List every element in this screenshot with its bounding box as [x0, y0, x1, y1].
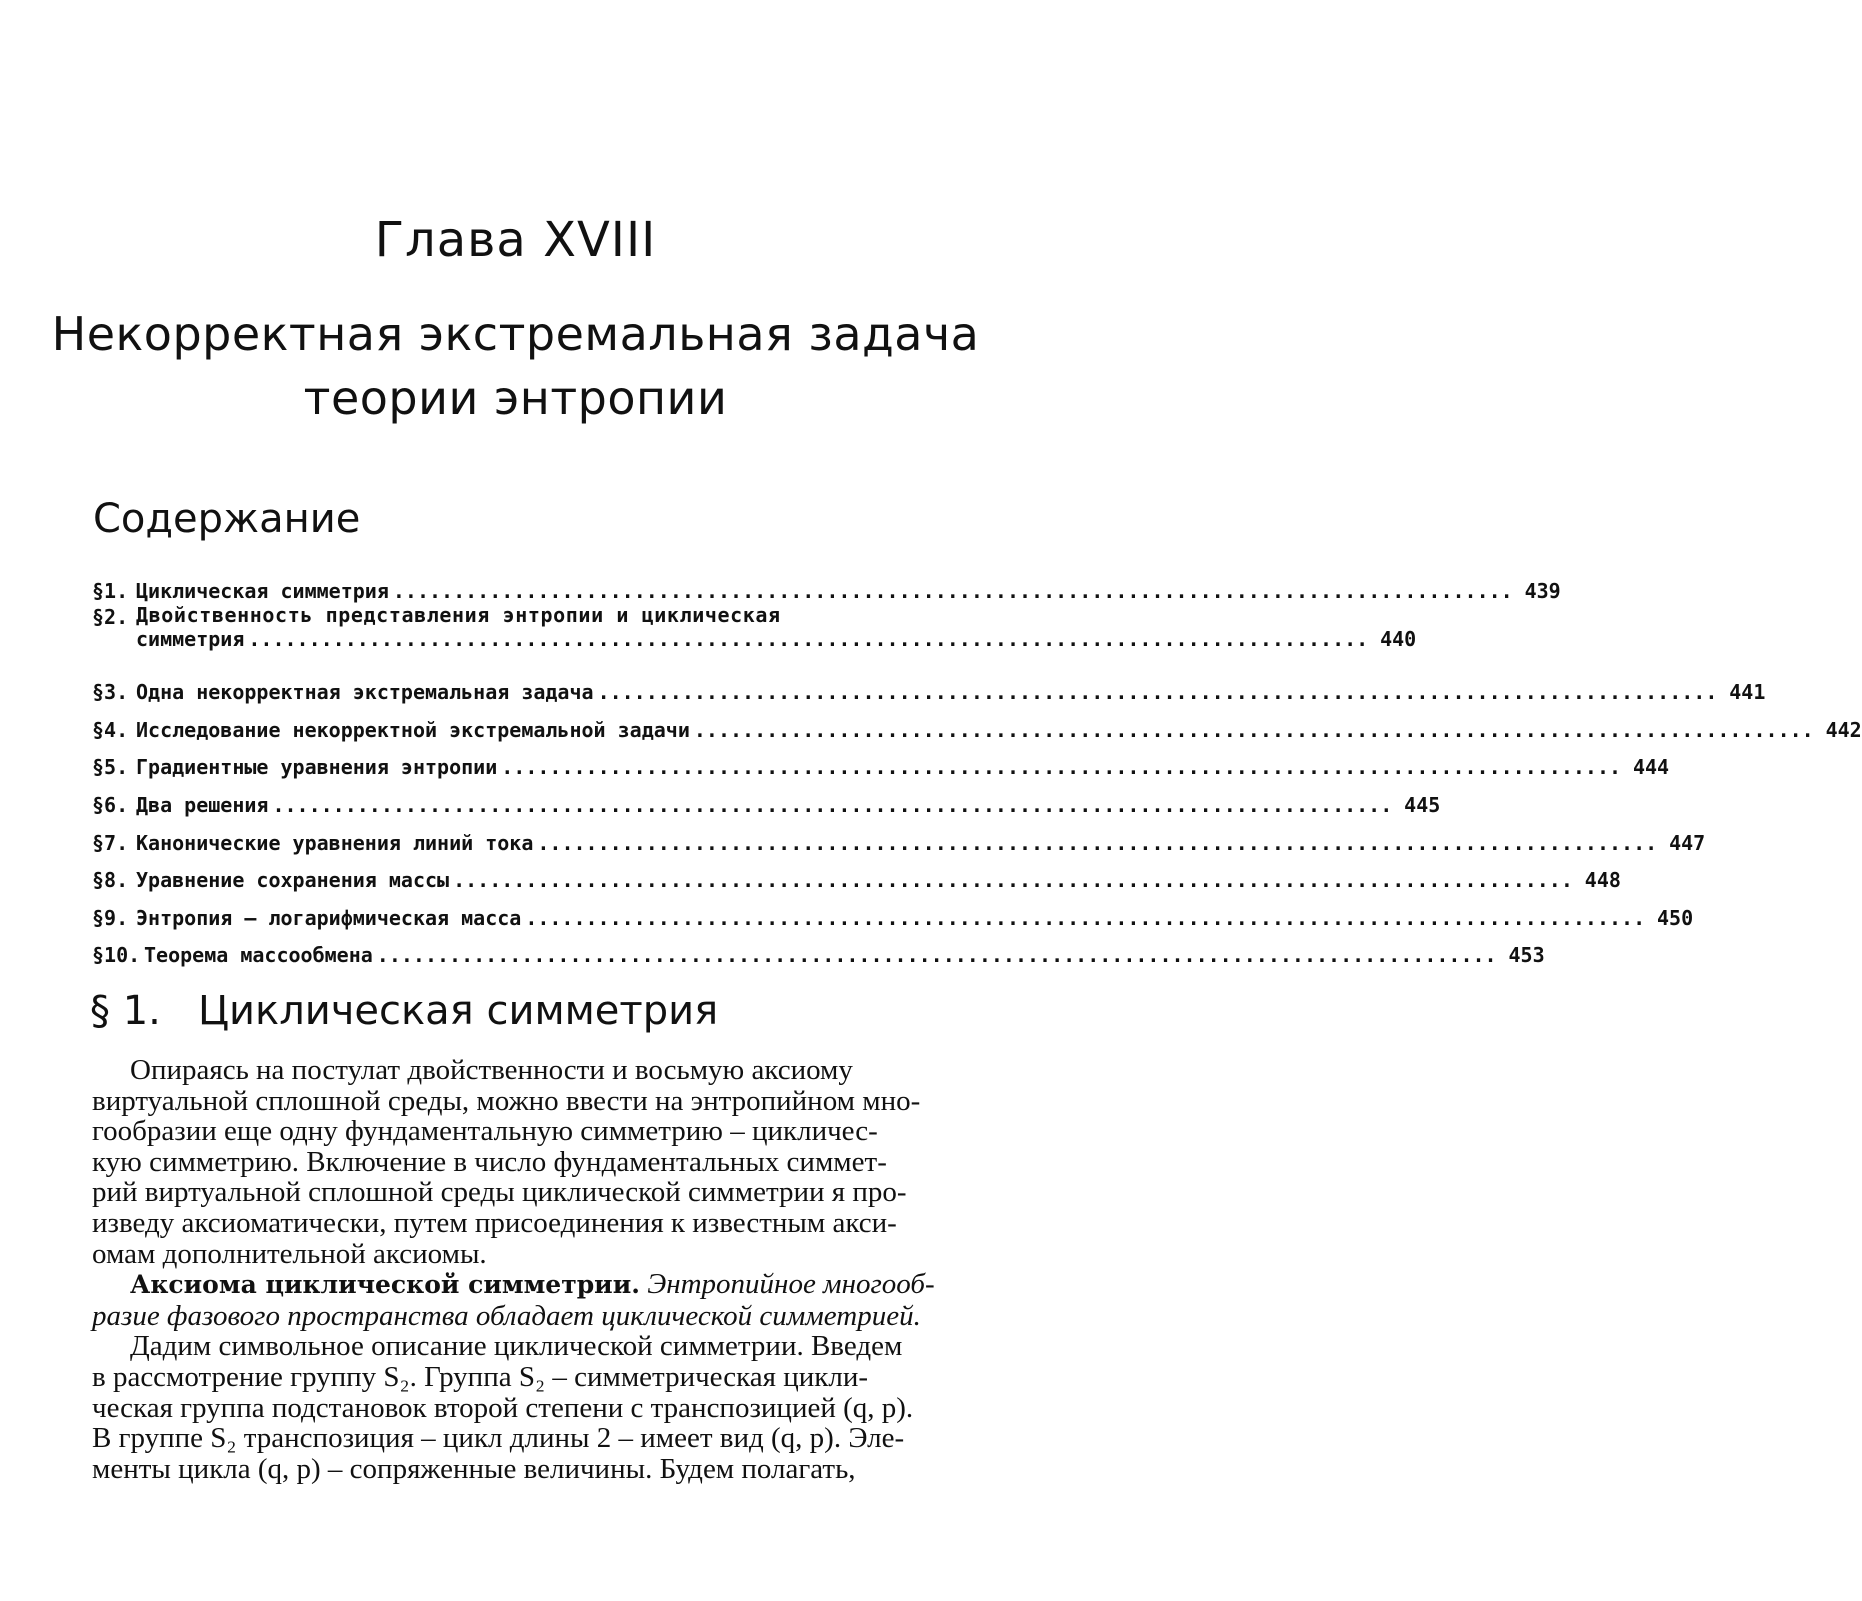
text-line: в рассмотрение группу S₂. Группа S₂ – симметрическая цикли- — [92, 1360, 869, 1393]
section-title: Циклическая симметрия — [198, 988, 719, 1034]
toc-item-page: 453 — [1508, 943, 1545, 968]
toc-item-label: Уравнение сохранения массы — [136, 868, 450, 893]
axiom-text-line2: разие фазового пространства обладает циклической симметрией. — [92, 1299, 921, 1332]
toc-item-label-line1: Двойственность представления энтропии и циклическая — [136, 602, 781, 627]
toc-item-10[interactable] — [92, 930, 1545, 968]
toc-leader-dots: ............................................................................................. — [248, 626, 1369, 651]
toc-leader-dots: ............................................................................................. — [453, 868, 1573, 893]
text-line: менты цикла (q, p) – сопряженные величины. Будем полагать, — [92, 1452, 856, 1485]
text-line: В группе S₂ транспозиция – цикл длины 2 – имеет вид (q, p). Эле- — [92, 1422, 905, 1455]
text-line — [92, 1301, 938, 1332]
toc-item-number: §2. — [92, 604, 129, 629]
chapter-title-line1: Некорректная экстремальная задача — [51, 307, 980, 361]
text-line — [130, 1269, 938, 1301]
text-line: Дадим символьное описание циклической симметрии. Введем — [130, 1330, 903, 1363]
toc-item-5[interactable] — [92, 742, 1670, 780]
toc-item-8[interactable] — [92, 855, 1621, 893]
toc-item-label: Энтропия – логарифмическая масса — [136, 905, 522, 930]
paragraph-intro — [92, 1054, 938, 1270]
toc-item-9[interactable] — [92, 892, 1694, 930]
axiom-text-line1: Энтропийное многооб- — [647, 1268, 935, 1301]
toc-item-number: §7. — [92, 830, 129, 855]
text-line: гообразии еще одну фундаментальную симметрию – цикличес- — [92, 1115, 878, 1148]
toc-leader-dots: ............................................................................................. — [537, 830, 1658, 855]
toc-item-page: 442 — [1825, 717, 1862, 742]
toc-item-label: Циклическая симметрия — [136, 578, 389, 603]
toc-item-line2 — [136, 627, 1416, 651]
text-line: ческая группа подстановок второй степени с транспозицией (q, p). — [92, 1391, 914, 1424]
toc-item-page: 447 — [1669, 830, 1706, 855]
toc-item-number: §8. — [92, 868, 129, 893]
toc-leader-dots: ............................................................................................. — [501, 755, 1622, 780]
contents-heading: Содержание — [93, 496, 361, 542]
paragraph-axiom — [92, 1268, 938, 1332]
toc-leader-dots: ............................................................................................. — [272, 792, 1393, 817]
paragraph-description — [92, 1330, 938, 1485]
toc-item-page: 448 — [1584, 868, 1621, 893]
chapter-label: Глава XVIII — [374, 212, 657, 268]
toc-item-page: 445 — [1404, 792, 1441, 817]
toc-item-4[interactable] — [92, 704, 1862, 742]
toc-leader-dots: ............................................................................................. — [525, 905, 1646, 930]
toc-leader-dots: ............................................................................................. — [693, 717, 1814, 742]
toc-item-6[interactable] — [92, 779, 1441, 817]
toc-item-1[interactable] — [92, 565, 1561, 603]
toc-item-number: §6. — [92, 792, 129, 817]
toc-item-label: Одна некорректная экстремальная задача — [136, 680, 594, 705]
text-line: омам дополнительной аксиомы. — [92, 1237, 487, 1270]
chapter-title — [0, 302, 1031, 430]
toc-item-page: 441 — [1729, 680, 1766, 705]
toc-item-2[interactable] — [92, 602, 1417, 663]
axiom-title: Аксиома циклической симметрии. — [130, 1270, 640, 1300]
text-line: рий виртуальной сплошной среды циклической симметрии я про- — [92, 1176, 907, 1209]
toc-item-number: §9. — [92, 905, 129, 930]
text-line: изведу аксиоматически, путем присоединения к известным акси- — [92, 1206, 897, 1239]
toc-item-page: 439 — [1524, 578, 1561, 603]
toc-leader-dots: ............................................................................................. — [376, 943, 1497, 968]
section-number: § 1. — [90, 988, 161, 1034]
toc-item-page: 444 — [1632, 755, 1670, 780]
toc-item-label: Теорема массообмена — [144, 943, 373, 968]
body-text — [92, 1054, 938, 1485]
toc-item-body — [136, 603, 1416, 651]
toc-item-label-line2: симметрия — [136, 626, 245, 651]
text-line: виртуальной сплошной среды, можно ввести на энтропийном мно- — [92, 1084, 921, 1117]
toc-item-page: 440 — [1380, 626, 1417, 651]
toc-item-page: 450 — [1657, 905, 1694, 930]
toc-item-number: §4. — [92, 717, 129, 742]
toc-item-number: §10. — [92, 943, 141, 968]
table-of-contents — [92, 565, 1862, 968]
toc-item-number: §3. — [92, 680, 129, 705]
chapter-title-line2: теории энтропии — [303, 371, 728, 425]
toc-item-label: Два решения — [136, 792, 269, 817]
toc-leader-dots: ............................................................................................. — [597, 680, 1718, 705]
toc-item-label: Исследование некорректной экстремальной задачи — [136, 717, 690, 742]
toc-item-7[interactable] — [92, 817, 1706, 855]
toc-item-number: §5. — [92, 755, 129, 780]
section-heading — [90, 988, 718, 1034]
toc-item-3[interactable] — [92, 667, 1766, 705]
toc-item-number: §1. — [92, 578, 129, 603]
toc-item-label: Канонические уравнения линий тока — [136, 830, 534, 855]
toc-leader-dots: ............................................................................................. — [392, 578, 1513, 603]
toc-item-label: Градиентные уравнения энтропии — [136, 755, 498, 780]
text-line: кую симметрию. Включение в число фундаментальных симмет- — [92, 1145, 887, 1178]
text-line: Опираясь на постулат двойственности и восьмую аксиому — [130, 1054, 853, 1086]
